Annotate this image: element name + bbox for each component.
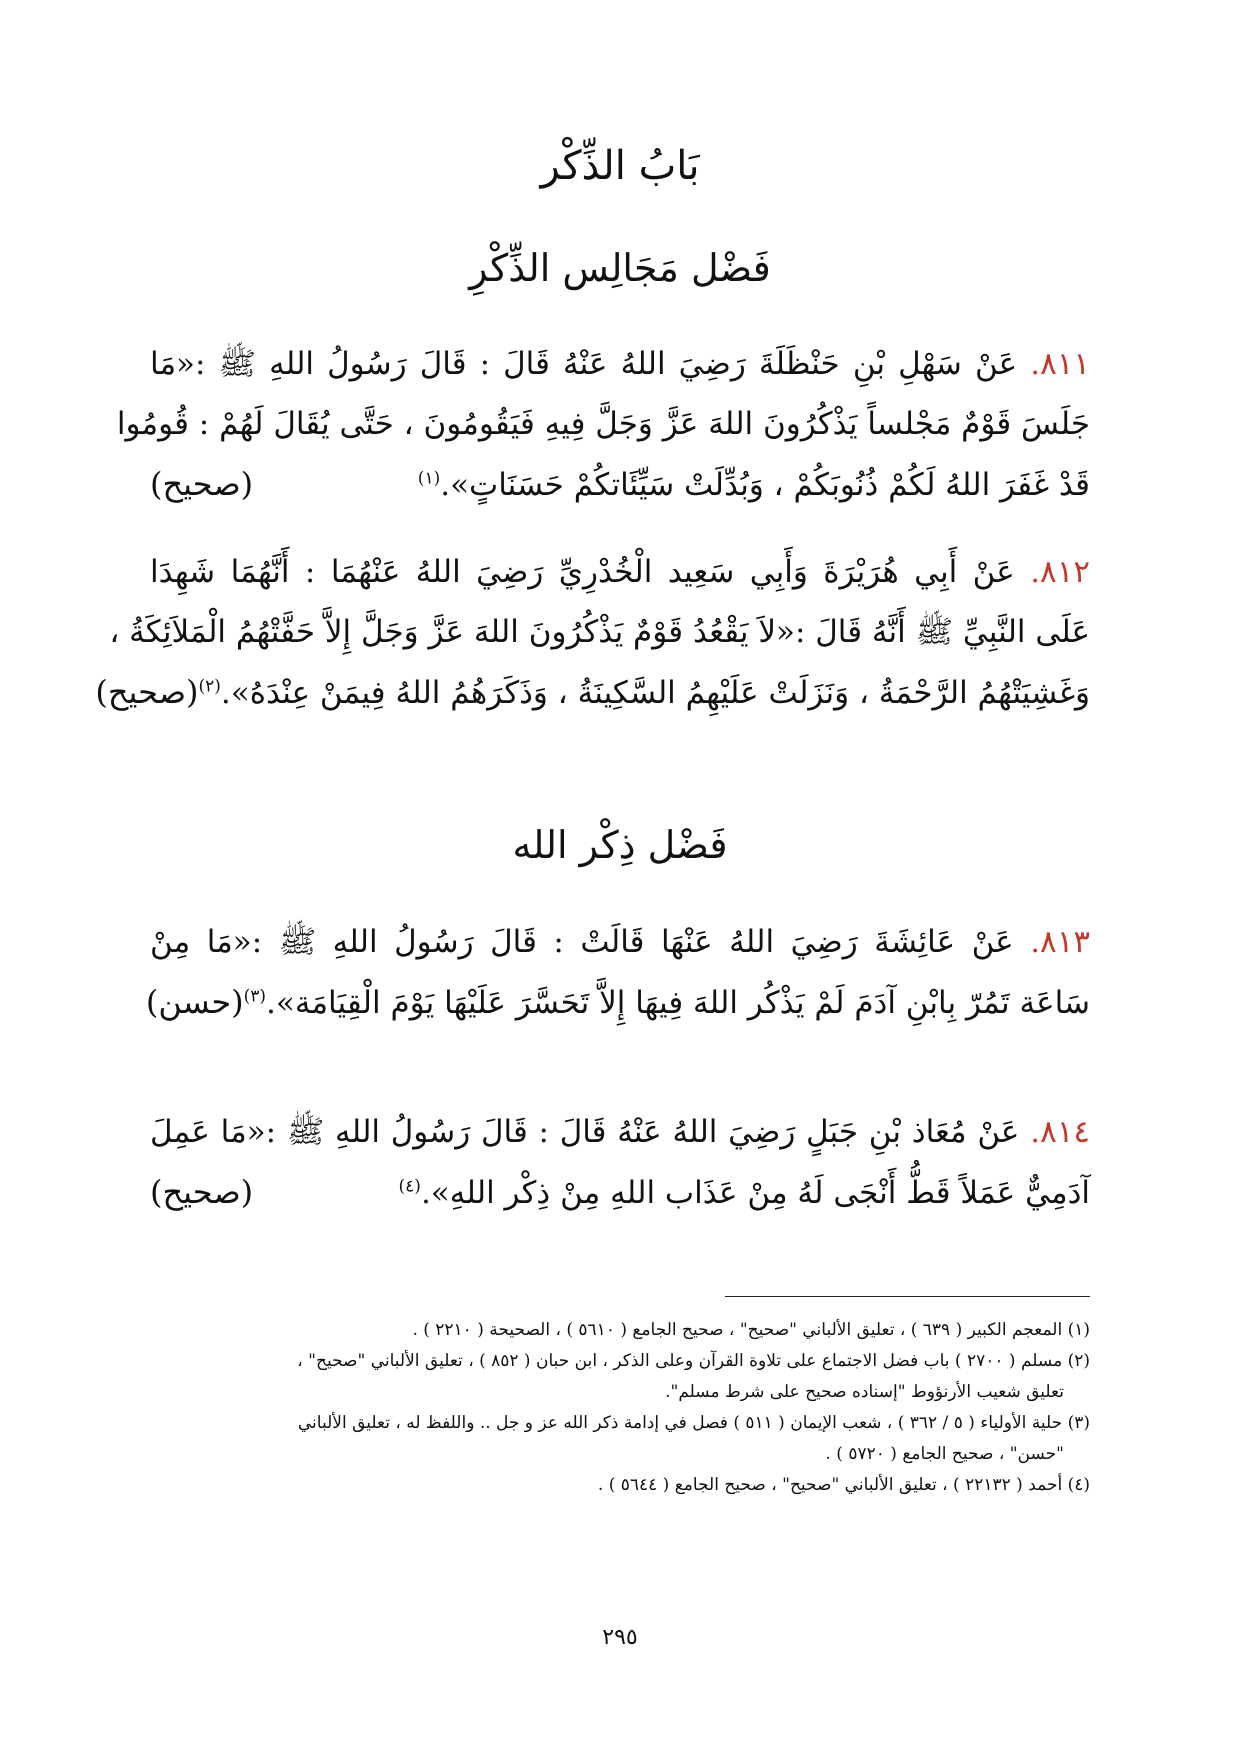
hadith-line: [145, 972, 1090, 1032]
hadith-line: [116, 394, 1090, 454]
hadith-text: عَنْ أَبِي هُرَيْرَةَ وَأَبِي سَعِيد الْخُدْرِيِّ رَضِيَ اللهُ عَنْهُمَا : أَنَّهُمَا شَهِدَا: [150, 554, 1015, 590]
hadith-text: آدَمِيٌّ عَمَلاً قَطُّ أَنْجَى لَهُ مِنْ عَذَاب اللهِ مِنْ ذِكْر اللهِ».: [420, 1175, 1090, 1211]
hadith-811: [116, 334, 1091, 514]
hadith-number: ٨١٢.: [1030, 554, 1090, 590]
hadith-line: [150, 542, 1090, 602]
footnote-ref[interactable]: (٢): [198, 676, 221, 697]
hadith-text: عَنْ مُعَاذ بْنِ جَبَلٍ رَضِيَ اللهُ عَنْهُ قَالَ : قَالَ رَسُولُ اللهِ ﷺ :«مَا عَمِلَ: [150, 1114, 1020, 1150]
hadith-text: عَنْ عَائِشَةَ رَضِيَ اللهُ عَنْهَا قَالَتْ : قَالَ رَسُولُ اللهِ ﷺ :«مَا مِنْ: [150, 924, 1014, 960]
footnote-divider: [725, 1296, 1090, 1297]
chapter-title: بَابُ الذِّكْر: [540, 143, 700, 189]
footnote-4: [150, 1470, 1090, 1501]
footnote-1: [150, 1315, 1090, 1346]
footnote-text-continued: "حسن" ، صحيح الجامع ( ٥٧٢٠ ) .: [825, 1444, 1064, 1464]
hadith-line: [150, 454, 1090, 514]
footnote-text-continued: تعليق شعيب الأرنؤوط "إسناده صحيح على شرط مسلم".: [665, 1382, 1064, 1402]
footnote-ref[interactable]: (١): [417, 468, 441, 489]
hadith-number: ٨١٣.: [1030, 924, 1090, 960]
section-title-2: فَضْل ذِكْر الله: [512, 823, 728, 867]
grade-label: (صحيح): [150, 465, 254, 503]
hadith-text: عَنْ سَهْلِ بْنِ حَنْظَلَةَ رَضِيَ اللهُ عَنْهُ قَالَ : قَالَ رَسُولُ اللهِ ﷺ :«مَا: [150, 346, 1018, 382]
page-number: ٢٩٥: [602, 1625, 638, 1650]
footnote-ref[interactable]: (٤): [398, 1176, 421, 1197]
footnote-text: (٢) مسلم ( ٢٧٠٠ ) باب فضل الاجتماع على تلاوة القرآن وعلى الذكر ، ابن حبان ( ٨٥٢ ) ، تعليق الألباني "صحيح" ،: [297, 1351, 1090, 1371]
footnote-ref[interactable]: (٣): [243, 986, 266, 1007]
footnote-text: (١) المعجم الكبير ( ٦٣٩ ) ، تعليق الألباني "صحيح" ، صحيح الجامع ( ٥٦١٠ ) ، الصحيحة ( ٢٢١٠ ) .: [412, 1320, 1090, 1340]
hadith-line: [150, 334, 1090, 394]
footnote-3: [150, 1408, 1090, 1470]
hadith-line: [109, 602, 1090, 662]
hadith-text: جَلَسَ قَوْمٌ مَجْلساً يَذْكُرُونَ اللهَ عَزَّ وَجَلَّ فِيهِ فَيَقُومُونَ ، حَتَّى يُقَالَ لَهُمْ : قُومُوا: [116, 406, 1090, 442]
footnotes: [150, 1315, 1090, 1501]
section-title-1: فَضْل مَجَالِس الذِّكْرِ: [469, 246, 771, 290]
footnote-text: (٤) أحمد ( ٢٢١٣٢ ) ، تعليق الألباني "صحيح" ، صحيح الجامع ( ٥٦٤٤ ) .: [597, 1475, 1090, 1495]
footnote-text: (٣) حلية الأولياء ( ٥ / ٣٦٢ ) ، شعب الإيمان ( ٥١١ ) فصل في إدامة ذكر الله عز و جل .. واللفظ له ، تعليق الألباني: [297, 1413, 1090, 1433]
hadith-line: [95, 662, 1090, 722]
grade-label: (حسن): [145, 983, 244, 1021]
hadith-number: ٨١١.: [1030, 346, 1091, 382]
hadith-line: [150, 912, 1090, 972]
hadith-text: وَغَشِيَتْهُمُ الرَّحْمَةُ ، وَنَزَلَتْ عَلَيْهِمُ السَّكِينَةُ ، وَذَكَرَهُمُ اللهُ فِيمَنْ عِنْدَهُ».: [220, 675, 1090, 711]
grade-label: (صحيح): [150, 1173, 254, 1211]
footnote-2: [150, 1346, 1090, 1408]
hadith-813: [145, 912, 1090, 1032]
hadith-814: [150, 1102, 1090, 1222]
hadith-line: [150, 1102, 1090, 1162]
hadith-line: [150, 1162, 1090, 1222]
hadith-number: ٨١٤.: [1030, 1114, 1091, 1150]
hadith-text: عَلَى النَّبِيِّ ﷺ أَنَّهُ قَالَ :«لاَ يَقْعُدُ قَوْمٌ يَذْكُرُونَ اللهَ عَزَّ وَجَلَّ إِلاَّ حَفَّتْهُمُ الْمَلاَئِكَةُ ،: [109, 614, 1090, 650]
hadith-text: قَدْ غَفَرَ اللهُ لَكُمْ ذُنُوبَكُمْ ، وَبُدِّلَتْ سَيِّئَاتكُمْ حَسَنَاتٍ».: [440, 467, 1090, 503]
grade-label: (صحيح): [95, 673, 199, 711]
hadith-text: سَاعَة تَمُرّ بِابْنِ آدَمَ لَمْ يَذْكُر اللهَ فِيهَا إِلاَّ تَحَسَّرَ عَلَيْهَا يَوْمَ الْقِيَامَة».: [266, 985, 1090, 1021]
hadith-812: [95, 542, 1090, 722]
